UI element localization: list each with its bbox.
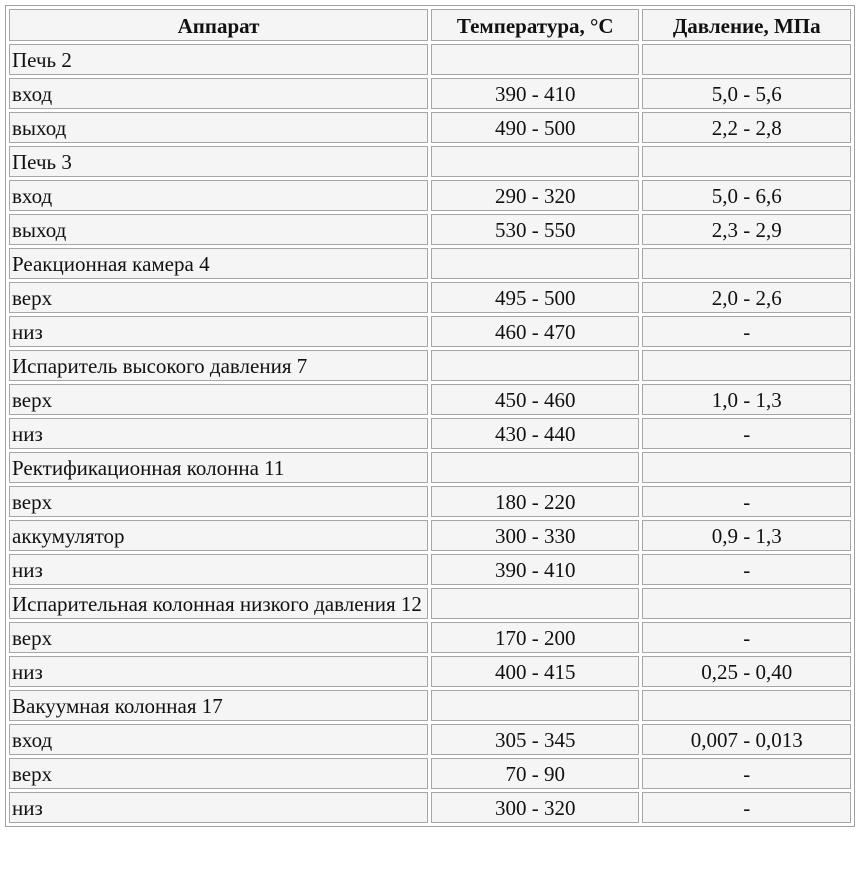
apparatus-point-cell: низ	[9, 418, 428, 449]
apparatus-point-cell: верх	[9, 384, 428, 415]
table-row-group	[9, 44, 851, 75]
table-row-group	[9, 350, 851, 381]
temperature-cell: 430 - 440	[431, 418, 639, 449]
temperature-cell	[431, 350, 639, 381]
pressure-cell	[642, 452, 851, 483]
pressure-cell: 0,25 - 0,40	[642, 656, 851, 687]
apparatus-name-cell: Испарительная колонная низкого давления 12	[9, 588, 428, 619]
table-row	[9, 316, 851, 347]
temperature-cell: 290 - 320	[431, 180, 639, 211]
pressure-cell: 2,0 - 2,6	[642, 282, 851, 313]
table-row	[9, 282, 851, 313]
table-row	[9, 112, 851, 143]
table-row-group	[9, 452, 851, 483]
table-row	[9, 792, 851, 823]
temperature-cell: 390 - 410	[431, 78, 639, 109]
apparatus-name-cell: Ректификационная колонна 11	[9, 452, 428, 483]
temperature-cell	[431, 146, 639, 177]
table-row-group	[9, 146, 851, 177]
apparatus-name-cell: Вакуумная колонная 17	[9, 690, 428, 721]
pressure-cell: 0,007 - 0,013	[642, 724, 851, 755]
apparatus-point-cell: выход	[9, 214, 428, 245]
temperature-cell: 70 - 90	[431, 758, 639, 789]
pressure-cell: 0,9 - 1,3	[642, 520, 851, 551]
apparatus-name-cell: Печь 3	[9, 146, 428, 177]
header-pressure: Давление, МПа	[642, 9, 851, 41]
temperature-cell: 530 - 550	[431, 214, 639, 245]
pressure-cell: 5,0 - 6,6	[642, 180, 851, 211]
table-row	[9, 554, 851, 585]
table-row	[9, 78, 851, 109]
table-header	[9, 9, 851, 41]
temperature-cell: 300 - 330	[431, 520, 639, 551]
pressure-cell	[642, 588, 851, 619]
pressure-cell: -	[642, 792, 851, 823]
table-row	[9, 384, 851, 415]
pressure-cell: 2,3 - 2,9	[642, 214, 851, 245]
table-row	[9, 724, 851, 755]
apparatus-name-cell: Испаритель высокого давления 7	[9, 350, 428, 381]
table-row	[9, 486, 851, 517]
apparatus-point-cell: выход	[9, 112, 428, 143]
apparatus-point-cell: низ	[9, 792, 428, 823]
table-row	[9, 180, 851, 211]
apparatus-name-cell: Печь 2	[9, 44, 428, 75]
temperature-cell: 390 - 410	[431, 554, 639, 585]
temperature-cell: 450 - 460	[431, 384, 639, 415]
table-row	[9, 656, 851, 687]
pressure-cell: 2,2 - 2,8	[642, 112, 851, 143]
table-row	[9, 214, 851, 245]
temperature-cell	[431, 690, 639, 721]
table-row	[9, 758, 851, 789]
table-row	[9, 418, 851, 449]
pressure-cell	[642, 44, 851, 75]
table-body	[9, 44, 851, 823]
pressure-cell: -	[642, 486, 851, 517]
temperature-cell: 400 - 415	[431, 656, 639, 687]
temperature-cell	[431, 44, 639, 75]
header-temperature: Температура, °С	[431, 9, 639, 41]
apparatus-point-cell: верх	[9, 486, 428, 517]
table-row	[9, 520, 851, 551]
pressure-cell: 5,0 - 5,6	[642, 78, 851, 109]
table-row-group	[9, 690, 851, 721]
temperature-cell	[431, 248, 639, 279]
table-row	[9, 622, 851, 653]
apparatus-name-cell: Реакционная камера 4	[9, 248, 428, 279]
apparatus-point-cell: аккумулятор	[9, 520, 428, 551]
temperature-cell: 170 - 200	[431, 622, 639, 653]
apparatus-point-cell: низ	[9, 554, 428, 585]
table-row-group	[9, 248, 851, 279]
temperature-cell: 460 - 470	[431, 316, 639, 347]
pressure-cell: -	[642, 316, 851, 347]
pressure-cell	[642, 690, 851, 721]
pressure-cell: -	[642, 554, 851, 585]
header-row	[9, 9, 851, 41]
pressure-cell	[642, 146, 851, 177]
apparatus-point-cell: низ	[9, 316, 428, 347]
temperature-cell: 180 - 220	[431, 486, 639, 517]
temperature-cell: 495 - 500	[431, 282, 639, 313]
header-apparatus: Аппарат	[9, 9, 428, 41]
apparatus-point-cell: вход	[9, 180, 428, 211]
apparatus-point-cell: вход	[9, 78, 428, 109]
table-row-group	[9, 588, 851, 619]
apparatus-point-cell: верх	[9, 282, 428, 313]
apparatus-point-cell: вход	[9, 724, 428, 755]
temperature-cell	[431, 452, 639, 483]
pressure-cell	[642, 248, 851, 279]
temperature-cell	[431, 588, 639, 619]
temperature-cell: 305 - 345	[431, 724, 639, 755]
apparatus-point-cell: низ	[9, 656, 428, 687]
pressure-cell: -	[642, 418, 851, 449]
apparatus-point-cell: верх	[9, 758, 428, 789]
pressure-cell: -	[642, 622, 851, 653]
temperature-cell: 300 - 320	[431, 792, 639, 823]
pressure-cell: -	[642, 758, 851, 789]
pressure-cell	[642, 350, 851, 381]
temperature-cell: 490 - 500	[431, 112, 639, 143]
pressure-cell: 1,0 - 1,3	[642, 384, 851, 415]
apparatus-parameters-table	[5, 5, 855, 827]
apparatus-point-cell: верх	[9, 622, 428, 653]
